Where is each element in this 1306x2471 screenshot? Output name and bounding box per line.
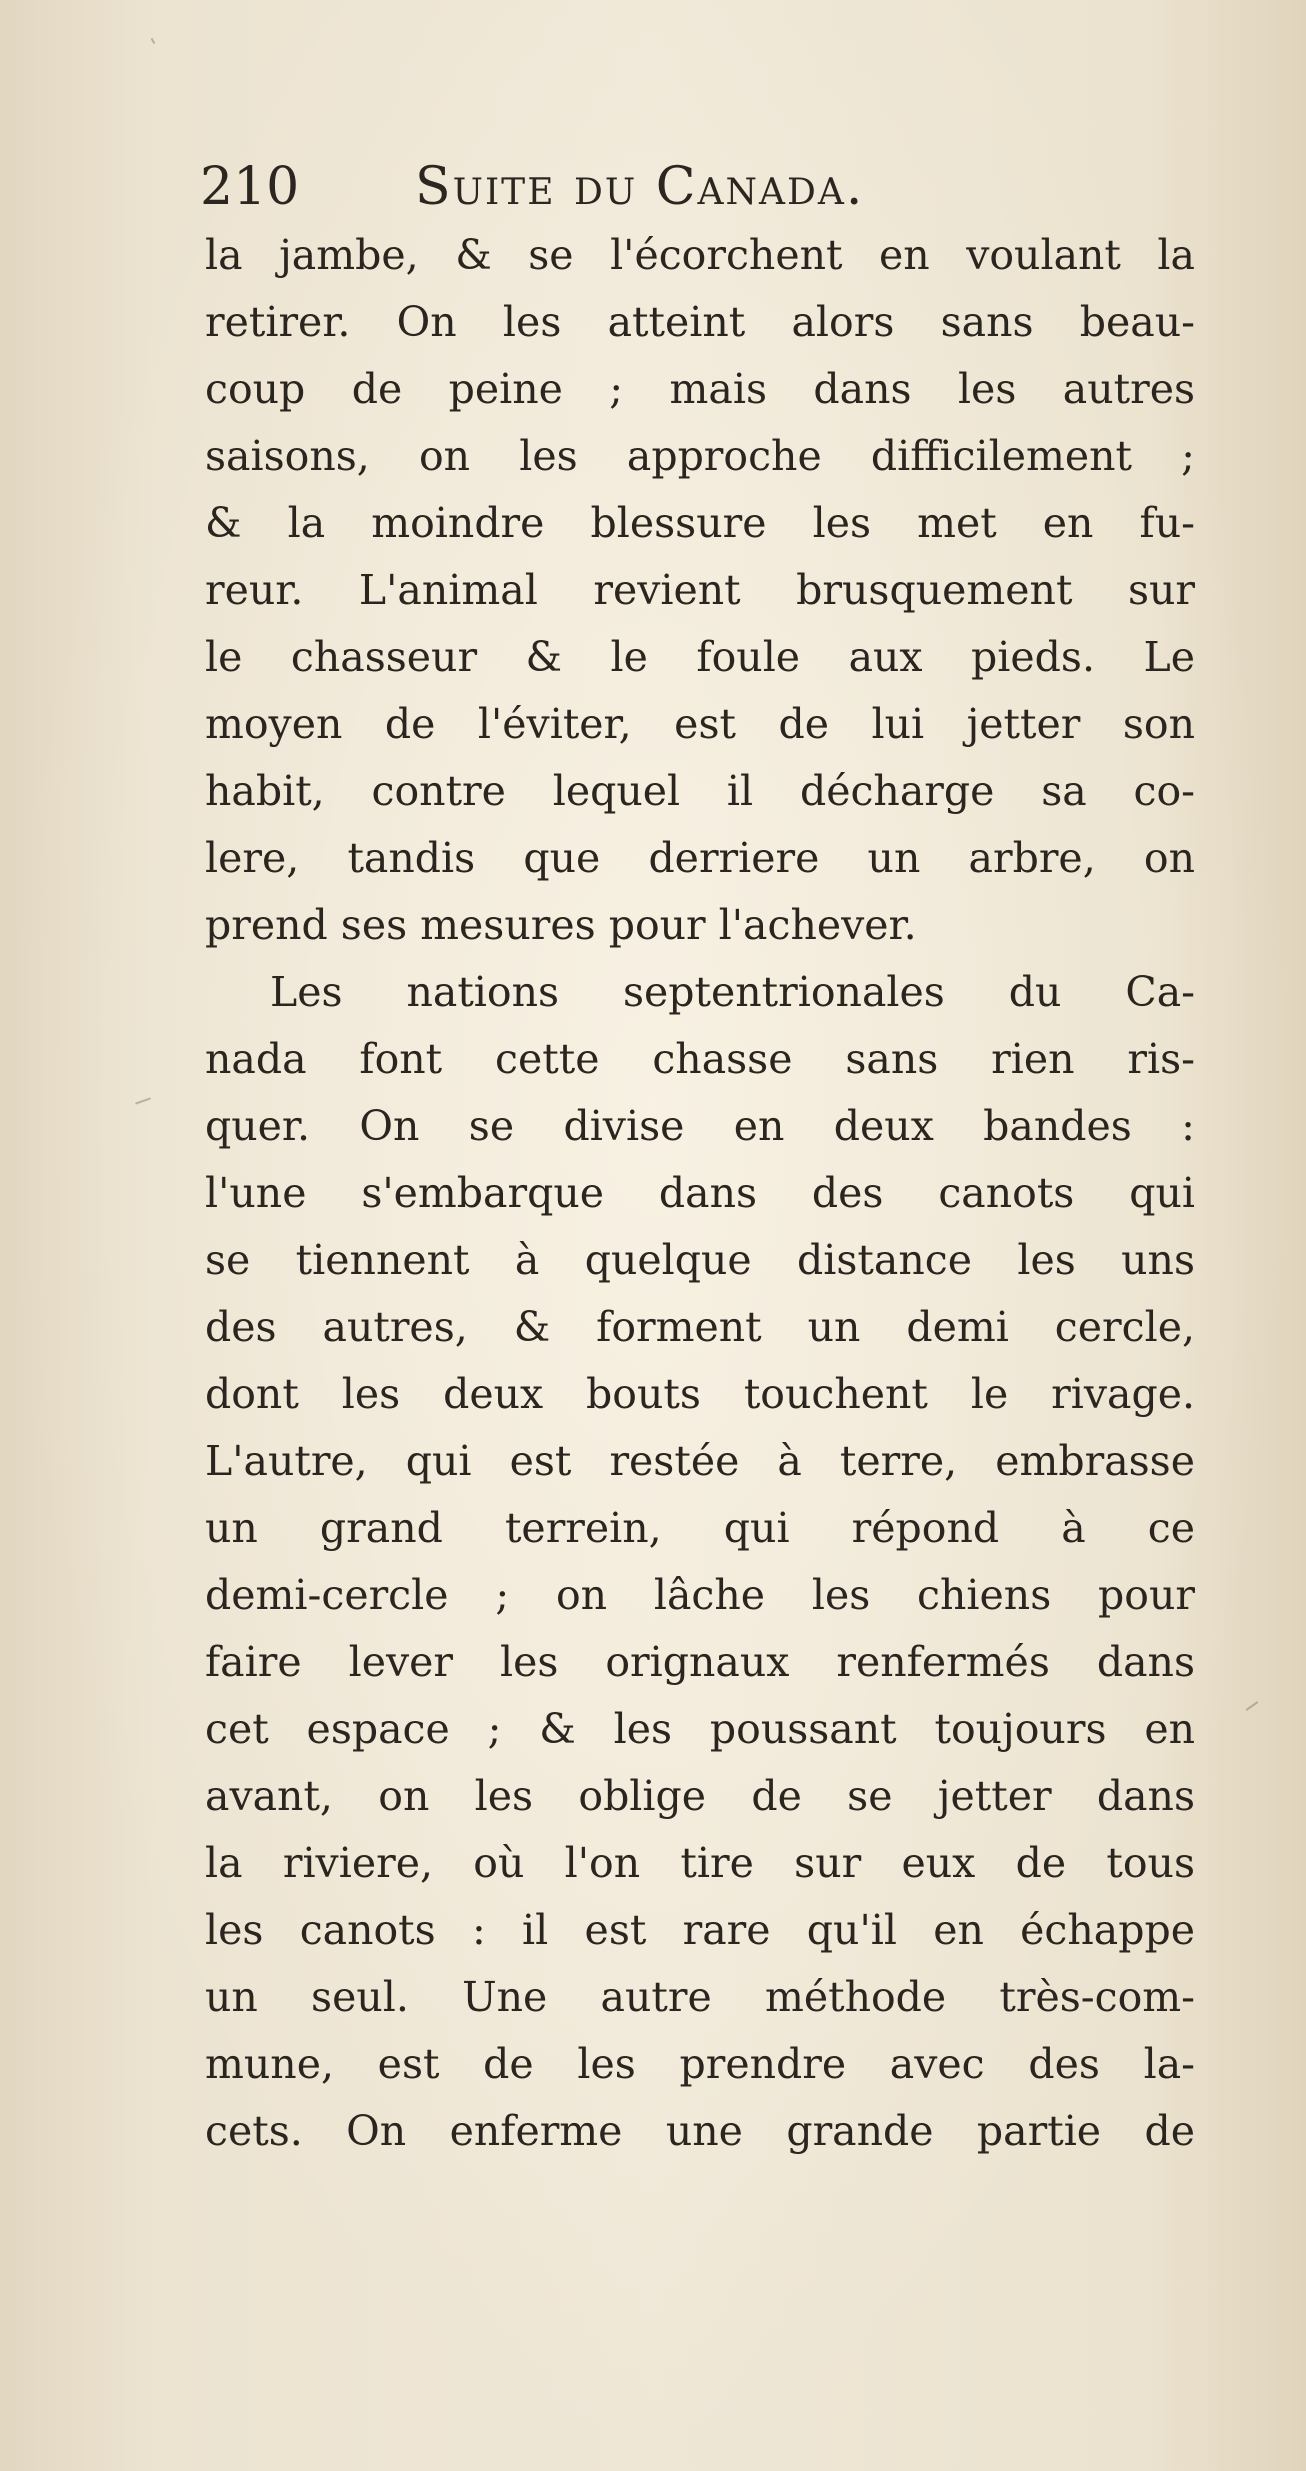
body-text	[205, 222, 1195, 2165]
text-line: faire lever les orignaux renfermés dans	[205, 1638, 1195, 1686]
text-line: des autres, & forment un demi cercle,	[205, 1303, 1195, 1351]
text-line: les canots : il est rare qu'il en échappe	[205, 1906, 1195, 1954]
text-line: retirer. On les atteint alors sans beau-	[205, 298, 1195, 346]
text-line-paragraph-start: Les nations septentrionales du Ca-	[270, 968, 1195, 1016]
paper-mark	[1246, 1701, 1259, 1711]
text-line-paragraph-end: prend ses mesures pour l'achever.	[205, 901, 917, 949]
text-line: quer. On se divise en deux bandes :	[205, 1102, 1195, 1150]
text-line: L'autre, qui est restée à terre, embrasse	[205, 1437, 1195, 1485]
text-line: cets. On enferme une grande partie de	[205, 2107, 1195, 2155]
text-line: la riviere, où l'on tire sur eux de tous	[205, 1839, 1195, 1887]
text-line: coup de peine ; mais dans les autres	[205, 365, 1195, 413]
text-line: un grand terrein, qui répond à ce	[205, 1504, 1195, 1552]
text-line: habit, contre lequel il décharge sa co-	[205, 767, 1195, 815]
text-line: nada font cette chasse sans rien ris-	[205, 1035, 1195, 1083]
text-line: moyen de l'éviter, est de lui jetter son	[205, 700, 1195, 748]
page-number: 210	[200, 157, 300, 217]
text-line: saisons, on les approche difficilement ;	[205, 432, 1195, 480]
text-line: & la moindre blessure les met en fu-	[205, 499, 1195, 547]
text-line: reur. L'animal revient brusquement sur	[205, 566, 1195, 614]
page-header	[200, 152, 1200, 222]
text-line: avant, on les oblige de se jetter dans	[205, 1772, 1195, 1820]
text-line: mune, est de les prendre avec des la-	[205, 2040, 1195, 2088]
text-line: le chasseur & le foule aux pieds. Le	[205, 633, 1195, 681]
paper-mark	[151, 38, 156, 44]
running-title: Suite du Canada.	[415, 157, 865, 217]
text-line: cet espace ; & les poussant toujours en	[205, 1705, 1195, 1753]
text-line: un seul. Une autre méthode très-com-	[205, 1973, 1195, 2021]
paper-mark	[135, 1097, 151, 1104]
text-line: dont les deux bouts touchent le rivage.	[205, 1370, 1195, 1418]
text-line: la jambe, & se l'écorchent en voulant la	[205, 231, 1195, 279]
text-line: l'une s'embarque dans des canots qui	[205, 1169, 1195, 1217]
text-line: lere, tandis que derriere un arbre, on	[205, 834, 1195, 882]
text-line: se tiennent à quelque distance les uns	[205, 1236, 1195, 1284]
text-line: demi-cercle ; on lâche les chiens pour	[205, 1571, 1195, 1619]
